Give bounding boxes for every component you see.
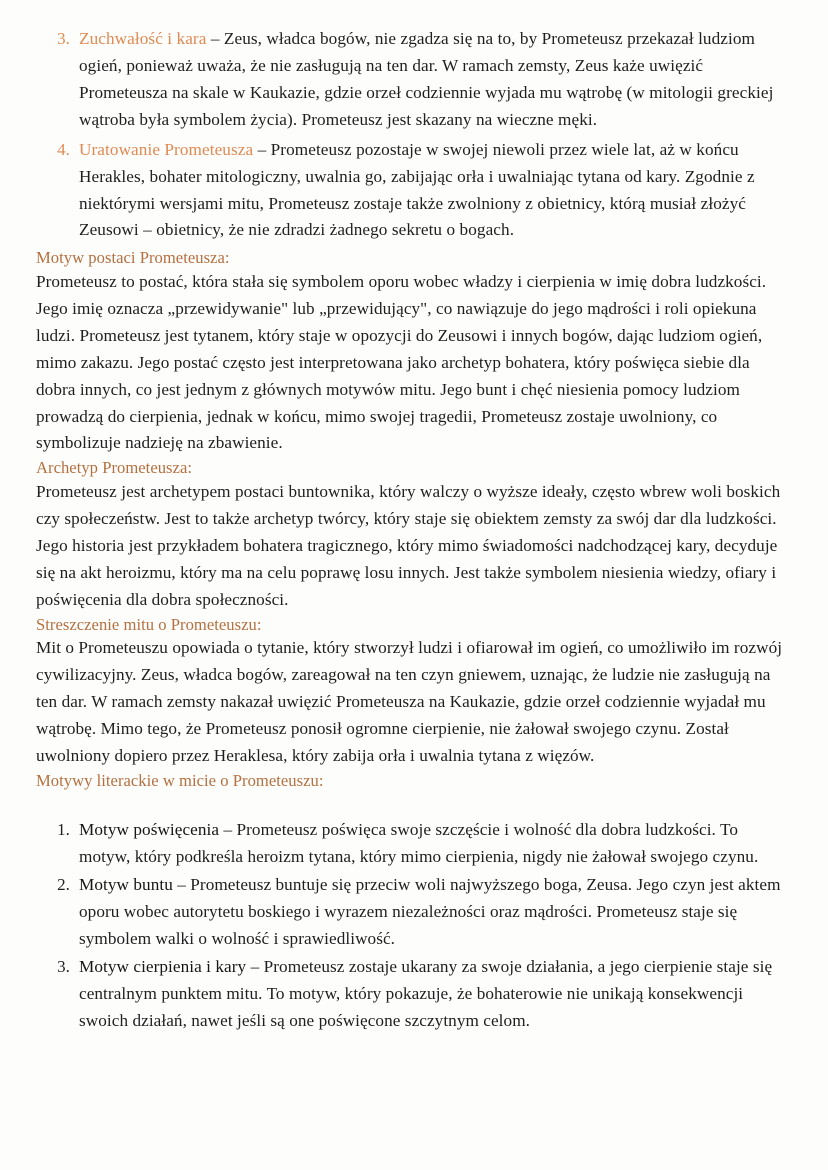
- list-item-dash: –: [206, 29, 224, 48]
- list-item-label: Motyw poświęcenia: [79, 820, 220, 840]
- list-item-label: Motyw cierpienia i kary: [79, 956, 247, 976]
- list-item: [36, 872, 792, 953]
- list-marker: 3.: [57, 956, 70, 976]
- list-item: [36, 954, 792, 1035]
- section-heading-motywy-literackie: Motywy literackie w micie o Prometeuszu:: [36, 770, 324, 790]
- list-item-text: Prometeusz buntuje się przeciw woli najwyższego boga, Zeusa. Jego czyn jest aktem oporu wobec autorytetu boskiego i wyrazem niezależności oraz mądrości. Prometeusz staje się symbolem walki o wolność i sprawiedliwość.: [79, 875, 781, 948]
- list-item-text: Prometeusz pozostaje w swojej niewoli przez wiele lat, aż w końcu Herakles, bohater mitologiczny, uwalnia go, zabijając orła i uwalniając tytana od kary. Zgodnie z niektórymi wersjami mitu, Prometeusz zostaje także zwolniony z obietnicy, którą musiał złożyć Zeusowi – obietnicy, że nie zdradzi żadnego sekretu o bogach.: [79, 139, 755, 240]
- section-paragraph-archetyp: Prometeusz jest archetypem postaci buntownika, który walczy o wyższe ideały, często wbrew woli boskich czy społeczeństw. Jest to także archetyp twórcy, który staje się obiektem zemsty za swój dar dla ludzkości. Jego historia jest przykładem bohatera tragicznego, który mimo świadomości nadchodzącej kary, decyduje się na akt heroizmu, który ma na celu poprawę losu innych. Jest także symbolem niesienia wiedzy, ofiary i poświęcenia dla dobra społeczności.: [36, 481, 781, 609]
- section-paragraph-motyw-postaci: Prometeusz to postać, która stała się symbolem oporu wobec władzy i cierpienia w imię dobra ludzkości. Jego imię oznacza „przewidywanie" lub „przewidujący", co nawiązuje do jego mądrości i roli opiekuna ludzi. Prometeusz jest tytanem, który staje w opozycji do Zeusowi i innych bogów, dając ludziom ogień, mimo zakazu. Jego postać często jest interpretowana jako archetyp bohatera, który poświęca siebie dla dobra innych, co jest jednym z głównych motywów mitu. Jego bunt i chęć niesienia pomocy ludziom prowadzą do cierpienia, jednak w końcu, mimo swojej tragedii, Prometeusz zostaje uwolniony, co symbolizuje nadzieję na zbawienie.: [36, 271, 767, 453]
- list-item-dash: –: [253, 139, 271, 159]
- list-item-text: Zeus, władca bogów, nie zgadza się na to, by Prometeusz przekazał ludziom ogień, ponieważ uważa, że nie zasługują na ten dar. W ramach zemsty, Zeus każe uwięzić Prometeusza na skale w Kaukazie, gdzie orzeł codziennie wyjada mu wątrobę (w mitologii greckiej wątroba była symbolem życia). Prometeusz jest skazany na wieczne męki.: [79, 29, 774, 129]
- list-marker: 1.: [57, 820, 70, 840]
- list-item-label: Zuchwałość i kara: [79, 29, 207, 48]
- numbered-list-continuation: [36, 26, 792, 244]
- list-item: [36, 817, 792, 871]
- list-item-label: Uratowanie Prometeusza: [79, 139, 254, 159]
- list-marker: 4.: [57, 139, 70, 159]
- list-item-text: Prometeusz poświęca swoje szczęście i wolność dla dobra ludzkości. To motyw, który podkreśla heroizm tytana, który mimo cierpienia, nigdy nie żałował swojego czynu.: [79, 820, 759, 867]
- section-heading-archetyp: Archetyp Prometeusza:: [36, 458, 192, 478]
- list-item-text: Prometeusz zostaje ukarany za swoje działania, a jego cierpienie staje się centralnym punktem mitu. To motyw, który pokazuje, że bohaterowie nie unikają konsekwencji swoich działań, nawet jeśli są one poświęcone szczytnym celom.: [79, 956, 773, 1030]
- section-paragraph-streszczenie: Mit o Prometeuszu opowiada o tytanie, który stworzył ludzi i ofiarował im ogień, co umożliwiło im rozwój cywilizacyjny. Zeus, władca bogów, zareagował na ten czyn gniewem, uznając, że ludzie nie zasługują na ten dar. W ramach zemsty nakazał uwięzić Prometeusza na Kaukazie, gdzie orzeł codziennie wyjadał mu wątrobę. Mimo tego, że Prometeusz ponosił ogromne cierpienie, nie żałował swojego czynu. Został uwolniony dopiero przez Heraklesa, który zabija orła i uwalnia tytana z więzów.: [36, 638, 783, 765]
- list-item-label: Motyw buntu: [79, 875, 173, 895]
- section-heading-motyw-postaci: Motyw postaci Prometeusza:: [36, 248, 230, 268]
- section-heading-streszczenie: Streszczenie mitu o Prometeuszu:: [36, 614, 262, 634]
- list-item: [36, 26, 792, 134]
- list-item-dash: –: [246, 956, 264, 976]
- list-marker: 2.: [57, 875, 70, 895]
- list-item: [36, 137, 792, 245]
- list-marker: 3.: [57, 29, 70, 48]
- numbered-list-motywy: [36, 817, 792, 1034]
- list-item-dash: –: [219, 820, 237, 840]
- list-item-dash: –: [172, 875, 191, 895]
